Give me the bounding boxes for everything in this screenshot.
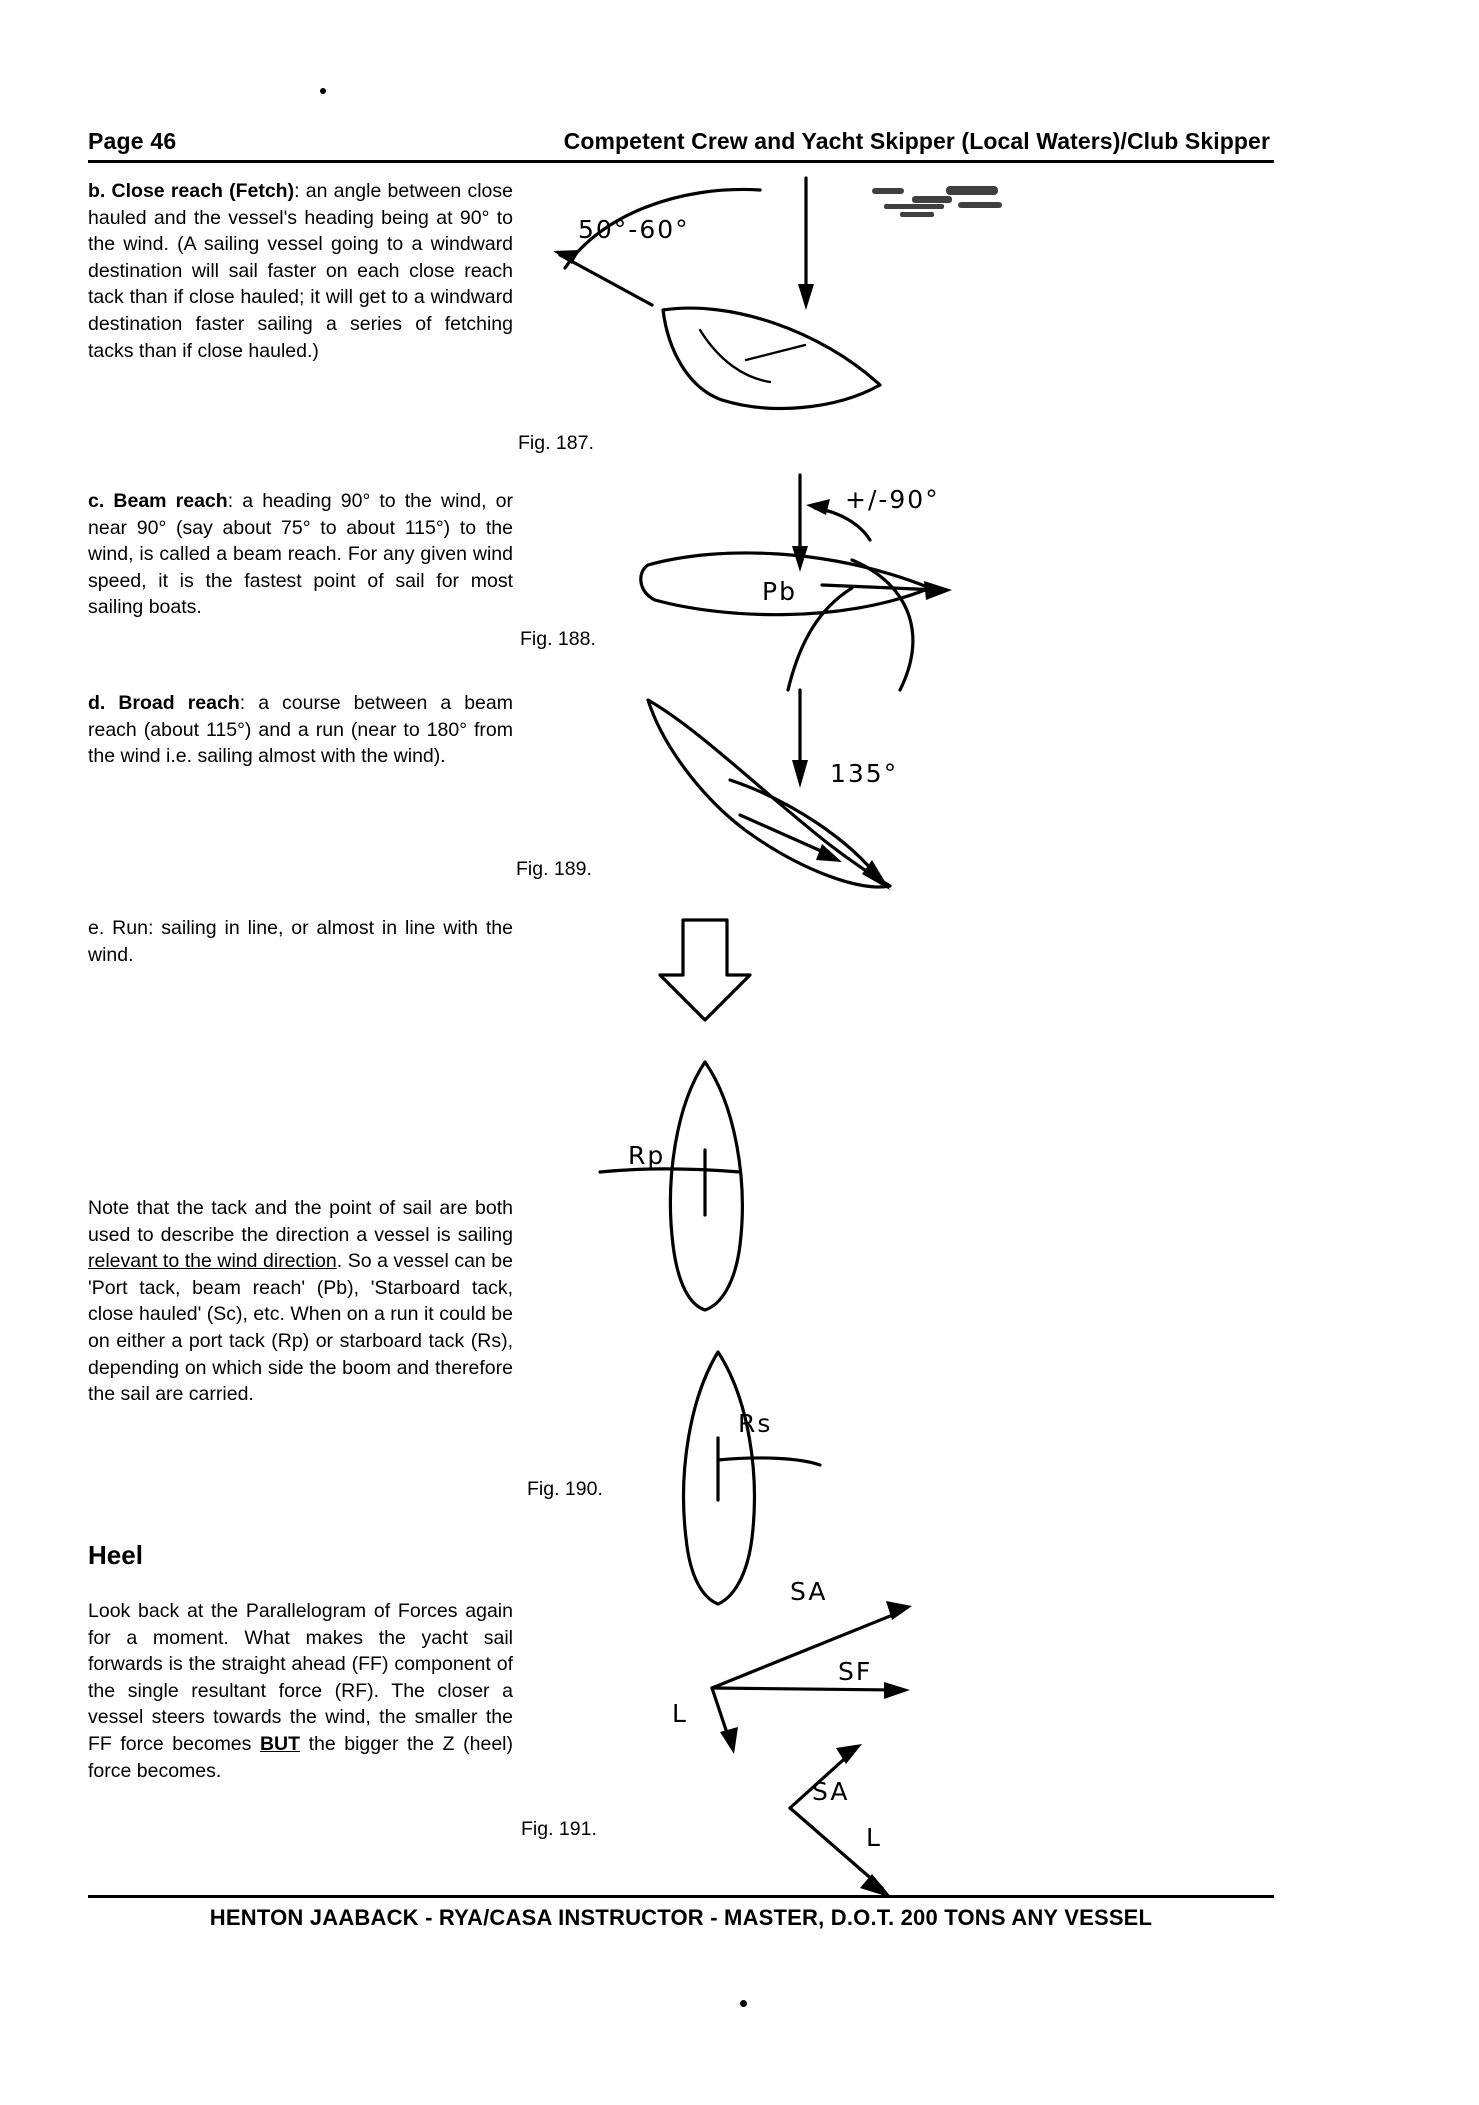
heading-heel: Heel	[88, 1540, 143, 1570]
annotation-angle-135: 135°	[830, 759, 899, 788]
annotation-label-rs: Rs	[738, 1409, 773, 1438]
paragraph-heel-part1: Look back at the Parallelogram of Forces again for a moment. What makes the yacht sail forwards is the straight ahead (FF) component of the single resultant force (RF). The closer a vessel steers towards the wind, the smaller the FF force becomes	[88, 1600, 513, 1755]
figure-190-rp-drawing	[600, 1062, 742, 1310]
figure-caption-187: Fig. 187.	[518, 432, 594, 454]
paragraph-broad-reach-body: : a course between a beam reach (about 115°) and a run (near to 180° from the wind i.e. sailing almost with the wind).	[88, 692, 513, 768]
paragraph-note-part2: . So a vessel can be 'Port tack, beam reach' (Pb), 'Starboard tack, close hauled' (Sc), etc. When on a run it could be on either a port tack (Rp) or starboard tack (Rs), depending on which side the boom and therefore the sail are carried.	[88, 1250, 513, 1406]
paragraph-close-reach-lead: b. Close reach (Fetch)	[88, 180, 295, 202]
scan-speck-bottom	[740, 2000, 747, 2007]
annotation-angle-50-60: 50°-60°	[578, 215, 690, 244]
paragraph-note-part1: Note that the tack and the point of sail are both used to describe the direction a vessel is sailing	[88, 1197, 513, 1246]
figure-caption-188: Fig. 188.	[520, 628, 596, 650]
annotation-label-sf: SF	[838, 1657, 873, 1686]
figure-190-rs-drawing	[684, 1352, 820, 1604]
figure-191-drawing	[712, 1601, 912, 1898]
page-title: Competent Crew and Yacht Skipper (Local Waters)/Club Skipper	[563, 128, 1270, 154]
annotation-label-sa-top: SA	[790, 1577, 828, 1606]
figure-caption-190: Fig. 190.	[527, 1478, 603, 1500]
paragraph-beam-reach-lead: c. Beam reach	[88, 490, 228, 512]
annotation-label-l-bottom: L	[866, 1823, 882, 1852]
figure-caption-191: Fig. 191.	[521, 1818, 597, 1840]
paragraph-beam-reach-body: : a heading 90° to the wind, or near 90° (say about 75° to about 115°) to the wind, is called a beam reach. For any given wind speed, it is the fastest point of sail for most sailing boats.	[88, 490, 514, 619]
paragraph-heel-but: BUT	[259, 1732, 301, 1755]
paragraph-close-reach-body: : an angle between close hauled and the vessel's heading being at 90° to the wind. (A sailing vessel going to a windward destination will sail faster on each close reach tack than if close hauled; it will get to a windward destination faster sailing a series of fetching tacks than if close hauled.)	[88, 180, 513, 362]
paragraph-note-underlined: relevant to the wind direction	[88, 1250, 337, 1273]
page-number-label: Page 46	[88, 128, 177, 154]
figure-caption-189: Fig. 189.	[516, 858, 592, 880]
footer-credit: HENTON JAABACK - RYA/CASA INSTRUCTOR - MASTER, D.O.T. 200 TONS ANY VESSEL	[209, 1905, 1153, 1930]
figure-187-drawing	[553, 178, 880, 408]
down-arrow-icon	[660, 920, 750, 1020]
annotation-angle-90: +/-90°	[845, 485, 940, 514]
annotation-label-pb: Pb	[762, 577, 797, 606]
annotation-label-rp: Rp	[628, 1141, 666, 1170]
annotation-label-l-top: L	[672, 1699, 688, 1728]
footer-divider	[88, 1895, 1274, 1898]
paragraph-broad-reach-lead: d. Broad reach	[88, 692, 240, 714]
paragraph-heel-part2: the bigger the Z (heel) force becomes.	[88, 1732, 513, 1782]
paragraph-run: e. Run: sailing in line, or almost in line with the wind.	[88, 917, 513, 966]
scan-smudge	[872, 186, 1002, 217]
annotation-label-sa-bottom: SA	[812, 1777, 850, 1806]
figure-189-drawing	[648, 690, 890, 890]
